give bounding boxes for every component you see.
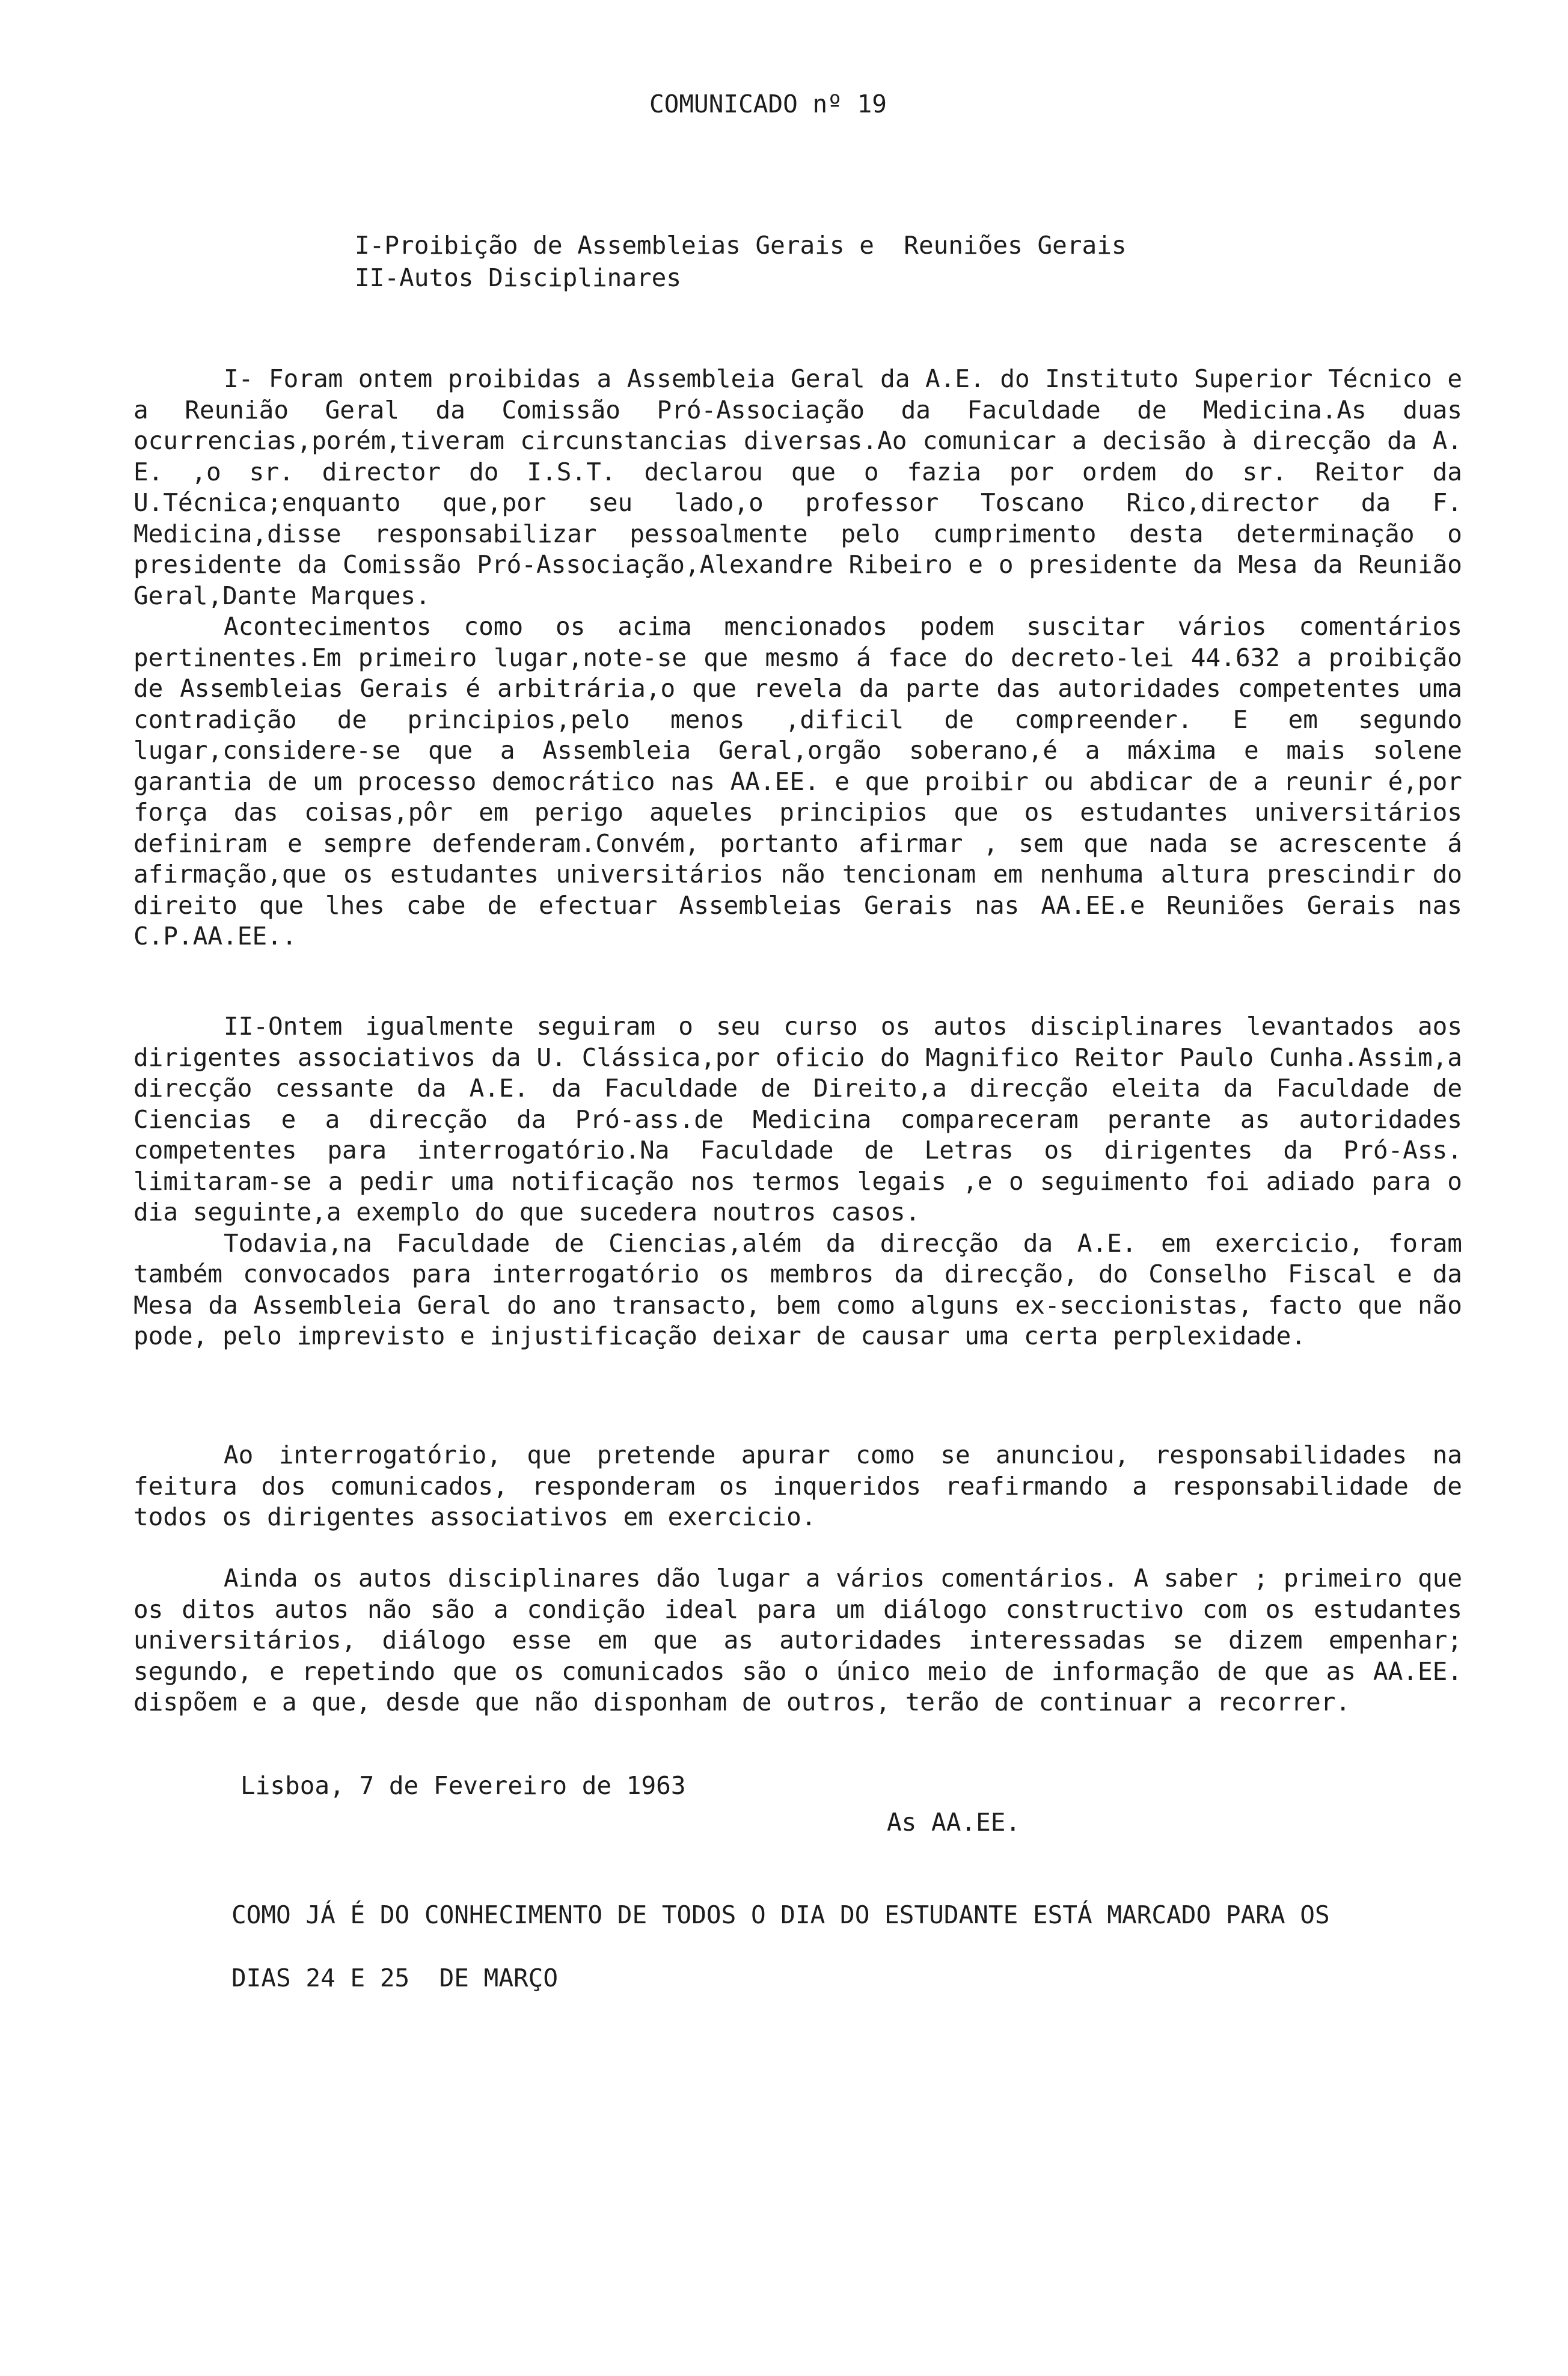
subject-line-2: II-Autos Disciplinares <box>355 263 682 292</box>
footer-note-line-1: COMO JÁ É DO CONHECIMENTO DE TODOS O DIA DO ESTUDANTE ESTÁ MARCADO PARA OS <box>231 1900 1330 1929</box>
paragraph-interrogatorio: Ao interrogatório, que pretende apurar como se anunciou, responsabilidades na feitura dos comunicados, responderam os inqueridos reafirmando a responsabilidade de todos os dirigentes associativos em exercicio. <box>133 1441 1462 1531</box>
section-1 <box>133 364 1462 952</box>
paragraph-comentarios: Acontecimentos como os acima mencionados podem suscitar vários comentários pertinentes.Em primeiro lugar,note-se que mesmo á face do decreto-lei 44.632 a proibição de Assembleias Gerais é arbitrária,o que revela da parte das autoridades competentes uma contradição de principios,pelo menos ,dificil de compreender. E em segundo lugar,considere-se que a Assembleia Geral,orgão soberano,é a máxima e mais solene garantia de um processo democrático nas AA.EE. e que proibir ou abdicar de a reunir é,por força das coisas,pôr em perigo aqueles principios que os estudantes universitários definiram e sempre defenderam.Convém, portanto afirmar , sem que nada se acrescente á afirmação,que os estudantes universitários não tencionam em nenhuma altura prescindir do direito que lhes cabe de efectuar Assembleias Gerais nas AA.EE.e Reuniões Gerais nas C.P.AA.EE.. <box>133 612 1462 951</box>
paragraph-proibicao: I- Foram ontem proibidas a Assembleia Geral da A.E. do Instituto Superior Técnico e a Reunião Geral da Comissão Pró-Associação da Faculdade de Medicina.As duas ocurrencias,porém,tiveram circunstancias diversas.Ao comunicar a decisão à direcção da A. E. ,o sr. director do I.S.T. declarou que o fazia por ordem do sr. Reitor da U.Técnica;enquanto que,por seu lado,o professor Toscano Rico,director da F. Medicina,disse responsabilizar pessoalmente pelo cumprimento desta determinação o presidente da Comissão Pró-Associação,Alexandre Ribeiro e o presidente da Mesa da Reunião Geral,Dante Marques. <box>133 364 1462 610</box>
paragraph-autos: II-Ontem igualmente seguiram o seu curso os autos disciplinares levantados aos dirigentes associativos da U. Clássica,por oficio do Magnifico Reitor Paulo Cunha.Assim,a direcção cessante da A.E. da Faculdade de Direito,a direcção eleita da Faculdade de Ciencias e a direcção da Pró-ass.de Medicina compareceram perante as autoridades competentes para interrogatório.Na Faculdade de Letras os dirigentes da Pró-Ass. limitaram-se a pedir uma notificação nos termos legais ,e o seguimento foi adiado para o dia seguinte,a exemplo do que sucedera noutros casos. <box>133 1012 1462 1226</box>
paragraph-conclusao: Ainda os autos disciplinares dão lugar a vários comentários. A saber ; primeiro que os ditos autos não são a condição ideal para um diálogo constructivo com os estudantes universitários, diálogo esse em que as autoridades interessadas se dizem empenhar; segundo, e repetindo que os comunicados são o único meio de informação de que as AA.EE. dispõem e a que, desde que não disponham de outros, terão de continuar a recorrer. <box>133 1564 1462 1716</box>
section-4 <box>133 1563 1462 1718</box>
footer-note-line-2: DIAS 24 E 25 DE MARÇO <box>231 1964 559 1992</box>
section-3 <box>133 1440 1462 1533</box>
paragraph-ciencias: Todavia,na Faculdade de Ciencias,além da direcção da A.E. em exercicio, foram também convocados para interrogatório os membros da direcção, do Conselho Fiscal e da Mesa da Assembleia Geral do ano transacto, bem como alguns ex-seccionistas, facto que não pode, pelo imprevisto e injustificação deixar de causar uma certa perplexidade. <box>133 1228 1462 1350</box>
subject-line-1: I-Proibição de Assembleias Gerais e Reuniões Gerais <box>355 231 1127 260</box>
closing-date: Lisboa, 7 de Fevereiro de 1963 <box>240 1771 686 1800</box>
section-2 <box>133 1011 1462 1352</box>
signature: As AA.EE. <box>887 1808 1021 1837</box>
document-title: COMUNICADO nº 19 <box>649 90 887 118</box>
